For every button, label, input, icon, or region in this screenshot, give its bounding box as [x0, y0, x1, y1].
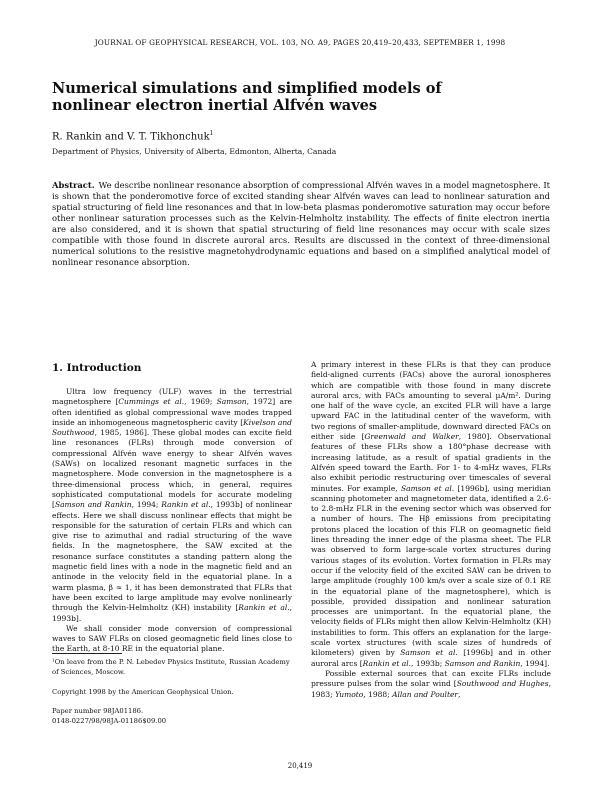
citation: Southwood and Hughes [456, 679, 549, 689]
text-run: , [458, 689, 461, 699]
paper-number: Paper number 98JA01186. [52, 707, 144, 715]
text-run: , 1993b] of nonlinear effects. Here we shall discuss nonlinear effects that might be responsible for the saturation of certain FLRs and which can give rise to azimuthal and radial structuring of the wave fields. In the magnetosphere, the SAW excited at the resonance surface constitutes a standing pattern along the magnetic field lines with a node in the magnetic field and an antinode in the velocity field in the equatorial plane. In a warm plasma, β ≈ 1, it has been demonstrated that FLRs that have been excited to large amplitude may evolve nonlinearly through the Kelvin-Helmholtz (KH) instability [ [52, 500, 292, 613]
citation: Rankin et al. [238, 603, 290, 613]
intro-paragraph-4 [311, 669, 551, 700]
citation: Yumoto [335, 689, 364, 699]
text-run: , 1988; [363, 689, 393, 699]
paper-info [52, 707, 166, 726]
text-run: , 1972] are often identified as global compressional wave modes trapped inside an inhomogeneous magnetospheric cavity [ [52, 397, 292, 427]
text-run: , 1980]. Observational features of these FLRs show a 180°phase decrease with increasing latitude, as a result of spatial gradients in the Alfvén speed toward the Earth. For 1- to 4-mHz waves, FLRs also exhibit periodic restructuring over timescales of several minutes. For example, [311, 432, 551, 493]
right-column [311, 360, 551, 700]
citation: Samson et al. [400, 648, 458, 658]
copyright: Copyright 1998 by the American Geophysical Union. [52, 688, 234, 696]
text-run: Possible external sources that can excite FLRs include pressure pulses from the solar wind [ [311, 668, 551, 689]
citation: Rankin et al. [161, 500, 211, 510]
authors [52, 130, 214, 142]
left-column [52, 362, 292, 655]
affiliation: Department of Physics, University of Alberta, Edmonton, Alberta, Canada [52, 147, 337, 156]
journal-header: JOURNAL OF GEOPHYSICAL RESEARCH, VOL. 103, NO. A9, PAGES 20,419–20,433, SEPTEMBER 1, 1998 [94, 38, 506, 47]
intro-paragraph-1 [52, 387, 292, 624]
text-run: , 1993b; [411, 658, 445, 668]
citation: Rankin et al. [362, 658, 412, 668]
citation: Samson and Rankin [444, 658, 521, 668]
text-run: Ultra low frequency (ULF) waves in the terrestrial magnetosphere [ [52, 387, 292, 407]
citation: Cummings et al. [118, 397, 185, 407]
footnote: ¹On leave from the P. N. Lebedev Physics Institute, Russian Academy of Sciences, Moscow. [52, 658, 290, 676]
title-line-1: Numerical simulations and simplified models of [52, 80, 442, 97]
text-run: , 1993b]. [52, 603, 292, 623]
text-run: , 1969; [184, 397, 217, 407]
text-run: , 1994]. [520, 658, 550, 668]
text-run: A primary interest in these FLRs is that they can produce field-aligned currents (FACs) above the auroral ionospheres which are compatible with those found in many discrete auroral arcs, with FACs amounting to several µA/m². During one half of the wave cycle, an excited FLR will have a large upward FAC in the latitudinal center of the waveform, with two regions of smaller-amplitude, downward directed FACs on either side [ [311, 360, 551, 442]
title-line-2: nonlinear electron inertial Alfvén waves [52, 97, 378, 114]
text-run: [1996b] and in other auroral arcs [ [311, 648, 551, 668]
citation: Samson [216, 397, 247, 407]
citation: Kivelson and Southwood [52, 417, 292, 438]
abstract-text: We describe nonlinear resonance absorption of compressional Alfvén waves in a model magnetosphere. It is shown that the ponderomotive force of excited standing shear Alfvén waves can lead to nonlinear saturation and spatial structuring of field line resonances and that in low-beta plasmas ponderomotive saturation may occur before other nonlinear saturation processes such as the Kelvin-Helmholtz instability. The effects of finite electron inertia are also considered, and it is shown that spatial structuring of field line resonances may occur with scale sizes compatible with those found in discrete auroral arcs. Results are discussed in the context of three-dimensional numerical solutions to the resistive magnetohydrodynamic equations and based on a simplified analytical model of nonlinear resonance absorption. [52, 180, 550, 267]
citation: Samson et al. [400, 483, 455, 493]
text-run: , 1983; [311, 679, 551, 699]
author-names: R. Rankin and V. T. Tikhonchuk [52, 131, 210, 143]
author-footnote-mark: 1 [209, 130, 214, 137]
section-heading: 1. Introduction [52, 362, 142, 374]
citation: Samson and Rankin [54, 500, 132, 510]
intro-paragraph-2: We shall consider mode conversion of compressional waves to SAW FLRs on closed geomagnetic field lines close to the Earth, at 8-10 RE in the equatorial plane. [52, 623, 292, 654]
paper-title [52, 80, 532, 114]
citation: Allan and Poulter [392, 689, 458, 699]
page-number: 20,419 [287, 762, 313, 770]
footnote-rule [52, 653, 122, 654]
issn: 0148-0227/98/98JA-01186$09.00 [52, 716, 167, 725]
abstract-label: Abstract. [52, 180, 95, 190]
text-run: , 1985, 1986]. These global modes can excite field line resonances (FLRs) through mode conversion of compressional Alfvén wave energy to shear Alfvén waves (SAWs) on localized resonant magnetic surfaces in the magnetosphere. Mode conversion in the magnetosphere is a three-dimensional process which, in general, requires sophisticated computational models for accurate modeling [ [52, 428, 292, 510]
citation: Greenwald and Walker [364, 432, 459, 442]
text-run: [1996b], using meridian scanning photometer and magnetometer data, identified a 2.6- to 2.8-mHz FLR in the evening sector which was observed for a number of hours. The Hβ emissions from precipitating protons placed the location of this FLR on geomagnetic field lines threading the inner edge of the plasma sheet. The FLR was observed to form large-scale vortex structures during various stages of its evolution. Vortex formation in FLRs may occur if the velocity field of the excited SAW can be driven to large amplitude (roughly 100 km/s over a scale size of 0.1 RE in the equatorial plane of the magnetosphere), which is possible, provided dissipation and nonlinear saturation processes are unimportant. In the equatorial plane, the velocity fields of FLRs might then allow Kelvin-Helmholtz (KH) instabilities to form. This offers an explanation for the large-scale vortex structures (with scale sizes of hundreds of kilometers) given by [311, 483, 551, 658]
abstract [52, 180, 550, 268]
text-run: , 1994; [131, 500, 162, 510]
intro-paragraph-3 [311, 360, 551, 669]
